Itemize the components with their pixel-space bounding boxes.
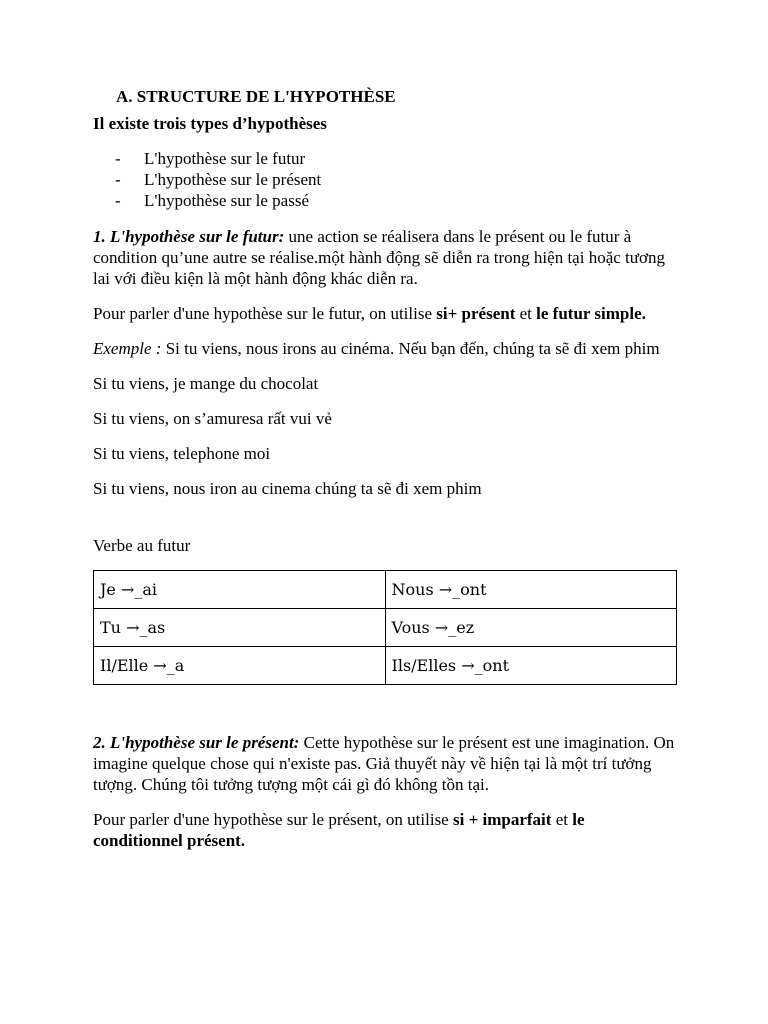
section2-text: Cette hypothèse sur le présent est une imagination. On imagine quelque chose qui n'existe pas. Giả thuyết này về hiện tại là một trí tưởng tượng. Chúng tôi tưởng tượng một cái gì đó không tồn tại. — [93, 733, 675, 794]
verbe-label: Verbe au futur — [93, 536, 191, 555]
section1-rule — [93, 303, 677, 324]
table-cell: Je →_ai — [94, 571, 386, 609]
table-cell: Nous →_ont — [385, 571, 677, 609]
list-item-text: L'hypothèse sur le présent — [144, 170, 322, 189]
list-item-text: L'hypothèse sur le passé — [144, 191, 309, 210]
section1-text: une action se réalisera dans le présent ou le futur à condition qu’une autre se réalise.một hành động sẽ diễn ra trong hiện tại hoặc tương lai với điều kiện là một hành động khác diễn ra. — [93, 227, 665, 288]
table-cell: Vous →_ez — [385, 609, 677, 647]
list-item-text: L'hypothèse sur le futur — [144, 149, 306, 168]
rule-mid: et — [551, 810, 573, 829]
section2-title: 2. L'hypothèse sur le présent: — [93, 733, 300, 752]
rule-bold-2: le conditionnel présent. — [93, 810, 585, 850]
document-page — [93, 86, 677, 865]
section2-intro — [93, 732, 677, 795]
verb-table — [93, 570, 677, 685]
example-sentence: Si tu viens, nous iron au cinema chúng ta sẽ đi xem phim — [93, 479, 482, 498]
table-row — [94, 609, 677, 647]
table-row — [94, 647, 677, 685]
section1-title: 1. L'hypothèse sur le futur: — [93, 227, 285, 246]
rule-prefix: Pour parler d'une hypothèse sur le présent, on utilise — [93, 810, 453, 829]
example-sentence: Si tu viens, telephone moi — [93, 444, 271, 463]
list-dash: - — [115, 170, 121, 189]
list-dash: - — [115, 191, 121, 210]
example-sentence: Si tu viens, je mange du chocolat — [93, 374, 319, 393]
rule-bold-2: le futur simple. — [536, 304, 646, 323]
table-cell: Il/Elle →_a — [94, 647, 386, 685]
list-item — [93, 148, 677, 169]
table-cell: Ils/Elles →_ont — [385, 647, 677, 685]
section-heading: A. STRUCTURE DE L'HYPOTHÈSE — [116, 87, 396, 106]
table-cell: Tu →_as — [94, 609, 386, 647]
rule-bold-1: si+ présent — [436, 304, 516, 323]
spacer — [93, 513, 677, 535]
spacer — [93, 685, 677, 732]
hypothesis-types-list — [93, 148, 677, 211]
example-text: Si tu viens, nous irons au cinéma. Nếu bạn đến, chúng ta sẽ đi xem phim — [161, 339, 660, 358]
example-label: Exemple : — [93, 339, 162, 358]
rule-prefix: Pour parler d'une hypothèse sur le futur, on utilise — [93, 304, 437, 323]
rule-mid: et — [515, 304, 537, 323]
example-paragraph — [93, 338, 677, 359]
example-sentence: Si tu viens, on s’amuresa rất vui vẻ — [93, 409, 332, 428]
section2-rule — [93, 809, 677, 851]
table-row — [94, 571, 677, 609]
list-item — [93, 190, 677, 211]
list-dash: - — [115, 149, 121, 168]
list-item — [93, 169, 677, 190]
section1-intro — [93, 226, 677, 289]
subheading: Il existe trois types d’hypothèses — [93, 114, 327, 133]
rule-bold-1: si + imparfait — [452, 810, 552, 829]
